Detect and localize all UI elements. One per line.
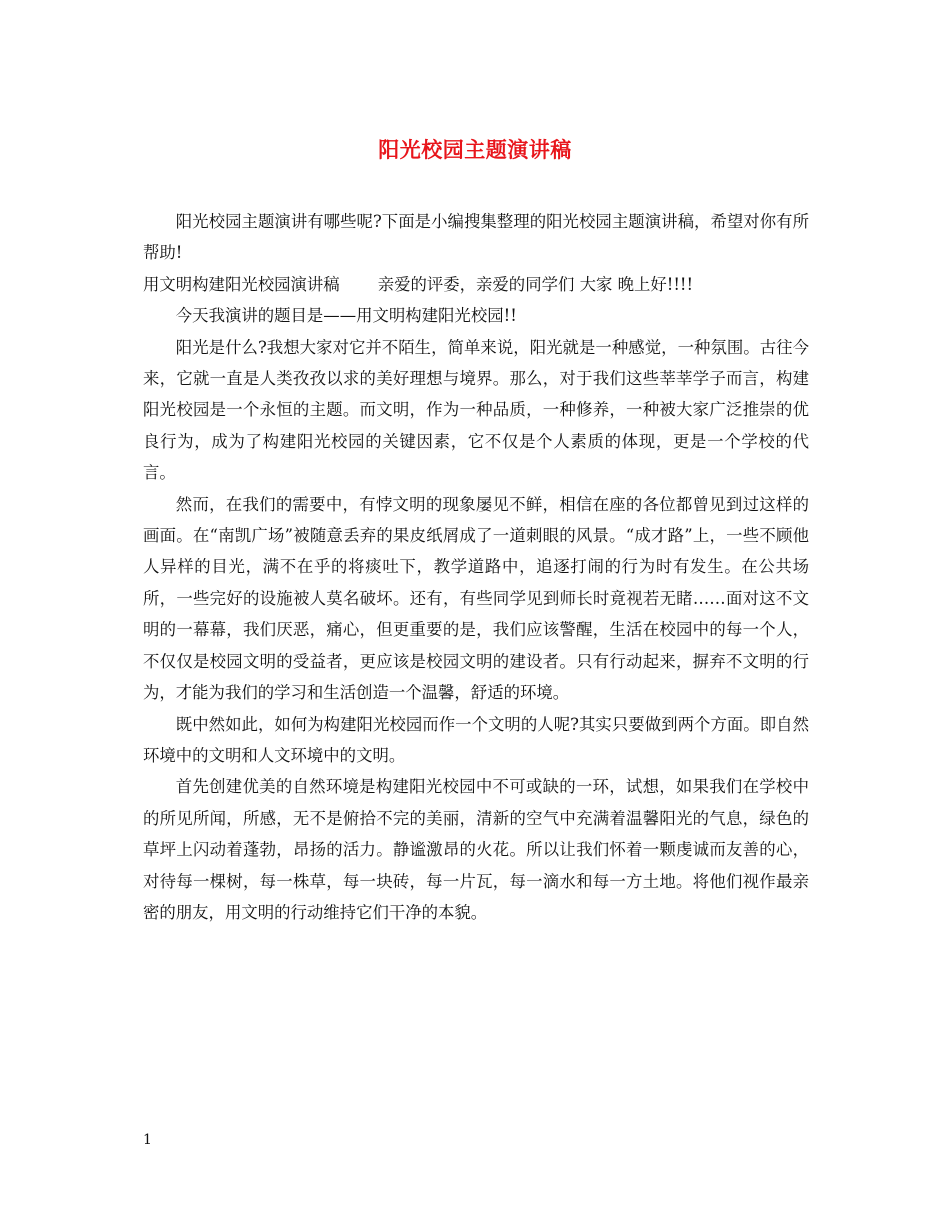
greeting: 亲爱的评委，亲爱的同学们 大家 晚上好!!!! bbox=[377, 274, 694, 294]
sunshine-paragraph: 阳光是什么?我想大家对它并不陌生，简单来说，阳光就是一种感觉，一种氛围。古往今来，它就一直是人类孜孜以求的美好理想与境界。那么，对于我们这些莘莘学子而言，构建阳光校园是一个永恒的主题。而文明，作为一种品质，一种修养，一种被大家广泛推崇的优良行为，成为了构建阳光校园的关键因素，它不仅是个人素质的体现，更是一个学校的代言。 bbox=[143, 337, 809, 483]
speech-topic-paragraph: 今天我演讲的题目是——用文明构建阳光校园!! bbox=[175, 306, 517, 326]
intro-paragraph: 阳光校园主题演讲有哪些呢?下面是小编搜集整理的阳光校园主题演讲稿，希望对你有所帮助! bbox=[143, 212, 809, 263]
two-aspects-paragraph: 既中然如此，如何为构建阳光校园而作一个文明的人呢?其实只要做到两个方面。即自然环境中的文明和人文环境中的文明。 bbox=[143, 714, 809, 765]
uncivilized-behavior-paragraph: 然而，在我们的需要中，有悖文明的现象屡见不鲜，相信在座的各位都曾见到过这样的画面。在“南凯广场”被随意丢弃的果皮纸屑成了一道刺眼的风景。“成才路”上，一些不顾他人异样的目光，满不在乎的将痰吐下，教学道路中，追逐打闹的行为时有发生。在公共场所，一些完好的设施被人莫名破坏。还有，有些同学见到师长时竟视若无睹……面对这不文明的一幕幕，我们厌恶，痛心，但更重要的是，我们应该警醒，生活在校园中的每一个人，不仅仅是校园文明的受益者，更应该是校园文明的建设者。只有行动起来，摒弃不文明的行为，才能为我们的学习和生活创造一个温馨，舒适的环境。 bbox=[143, 494, 809, 703]
document-body bbox=[143, 206, 809, 928]
page-number: 1 bbox=[143, 1132, 152, 1148]
speech-heading-line bbox=[143, 269, 809, 300]
natural-environment-paragraph: 首先创建优美的自然环境是构建阳光校园中不可或缺的一环，试想，如果我们在学校中的所见所闻，所感，无不是俯拾不完的美丽，清新的空气中充满着温馨阳光的气息，绿色的草坪上闪动着蓬勃，昂扬的活力。静谧激昂的火花。所以让我们怀着一颗虔诚而友善的心，对待每一棵树，每一株草，每一块砖，每一片瓦，每一滴水和每一方土地。将他们视作最亲密的朋友，用文明的行动维持它们干净的本貌。 bbox=[143, 777, 809, 922]
document-title: 阳光校园主题演讲稿 bbox=[378, 137, 572, 162]
speech-title: 用文明构建阳光校园演讲稿 bbox=[143, 274, 340, 294]
